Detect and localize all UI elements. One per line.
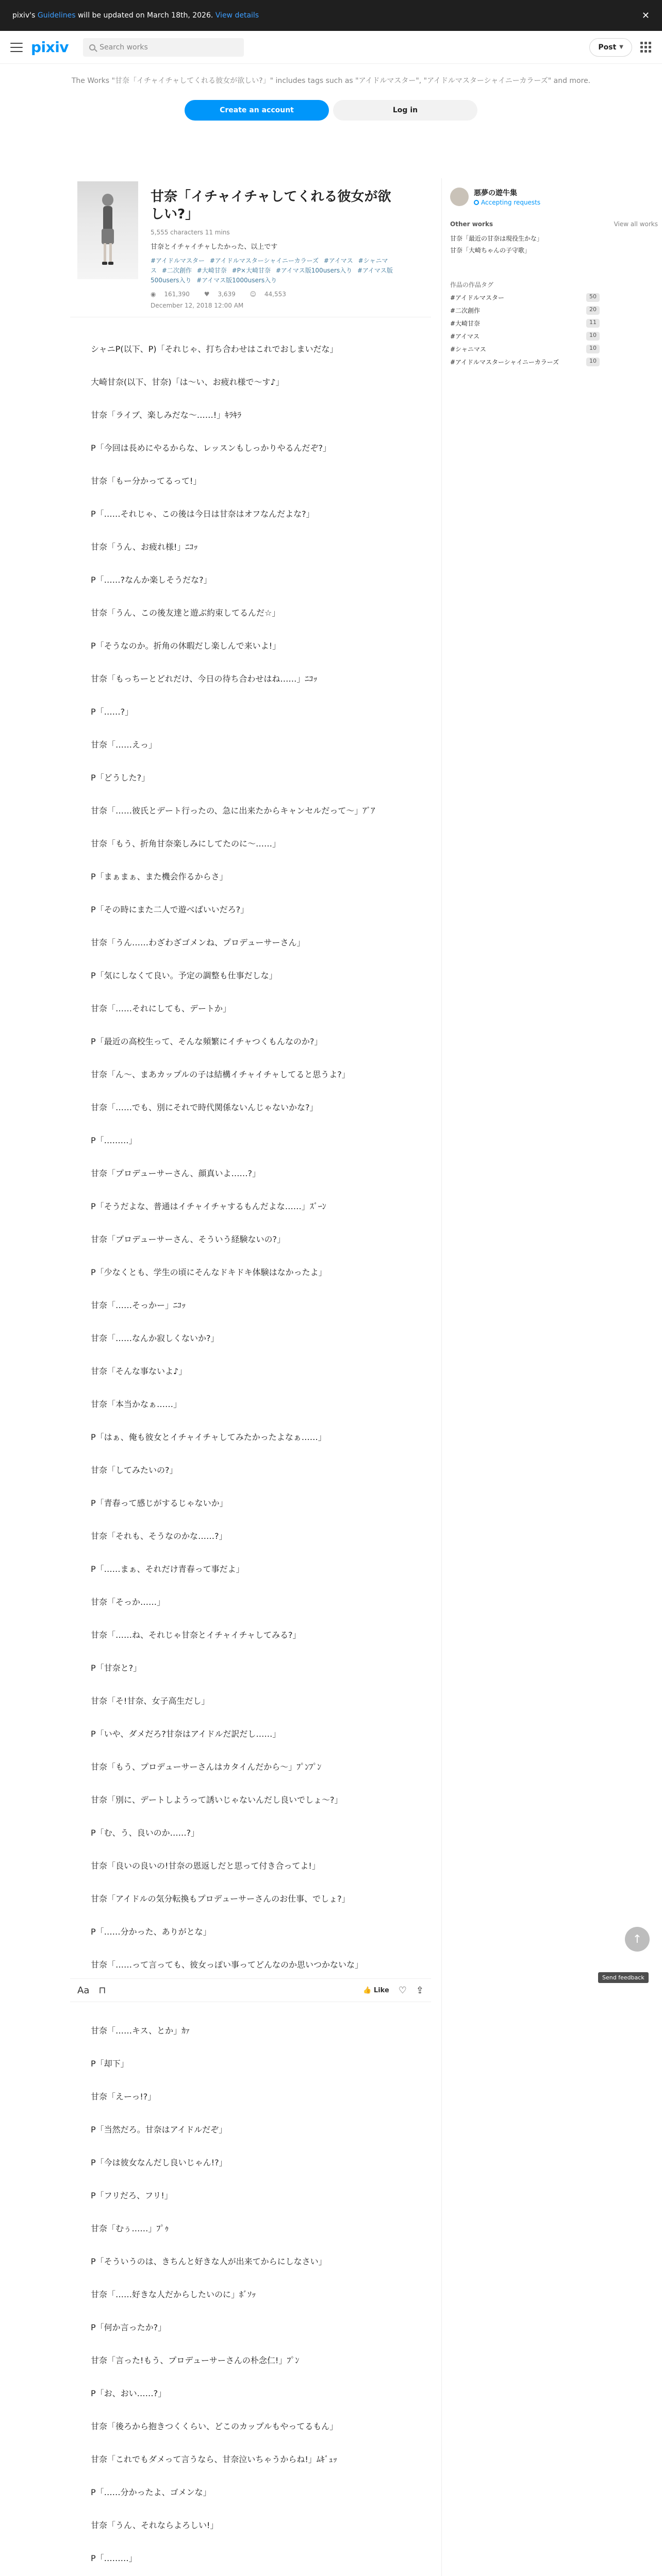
body-line: 甘奈「本当かなぁ……」 [91, 1399, 182, 1409]
body-line: P「今は彼女なんだし良いじゃん!?」 [91, 2158, 227, 2167]
font-size-icon[interactable]: Aa [77, 1985, 90, 1996]
novel-cover-image[interactable] [77, 181, 138, 279]
body-line: P「その時にまた二人で遊べばいいだろ?」 [91, 905, 249, 914]
tag-list [151, 256, 393, 286]
body-line: 甘奈「……好きな人だからしたいのに」ﾎﾞｿｯ [91, 2290, 256, 2299]
other-work-item[interactable]: 甘奈「大崎ちゃんの子守歌」 [450, 246, 531, 254]
request-label: Accepting requests [481, 199, 541, 206]
body-line: P「はぁ、俺も彼女とイチャイチャしてみたかったよなぁ……」 [91, 1432, 326, 1442]
eye-icon: ◉ [151, 291, 156, 298]
body-line: P「……?」 [91, 707, 134, 717]
tag-link[interactable]: #アイマス版100users入り [275, 266, 353, 274]
body-line: P「……?なんか楽しそうだな?」 [91, 575, 212, 585]
hamburger-menu-icon[interactable] [10, 43, 23, 52]
body-line: 甘奈「そんな事ないよ♪」 [91, 1366, 187, 1376]
popular-tag-name[interactable]: #二次創作 [450, 307, 481, 314]
body-line: 甘奈「……えっ」 [91, 740, 157, 750]
body-line: P「そうなのか。折角の休暇だし楽しんで来いよ!」 [91, 641, 281, 651]
tag-link[interactable]: #P×大崎甘奈 [231, 266, 271, 274]
body-line: P「……分かったよ、ゴメンな」 [91, 2487, 211, 2497]
body-line: P「今回は長めにやるからな、レッスンもしっかりやるんだぞ?」 [91, 443, 331, 453]
body-line: 甘奈「……彼氏とデート行ったの、急に出来たからキャンセルだって～」ｱﾞｱ [91, 806, 375, 816]
tag-link[interactable]: #アイマス [323, 257, 353, 264]
body-line: P「甘奈と?」 [91, 1663, 142, 1673]
cover-figure-illustration [97, 192, 119, 269]
body-line: シャニP(以下、P)「それじゃ、打ち合わせはこれでおしまいだな」 [91, 344, 338, 354]
body-line: 甘奈「これでもダメって言うなら、甘奈泣いちゃうからね!」ﾑｷﾞｭｯ [91, 2454, 337, 2464]
body-line: 甘奈「……それにしても、デートか」 [91, 1004, 231, 1013]
body-line: 甘奈「……ね、それじゃ甘奈とイチャイチャしてみる?」 [91, 1630, 301, 1640]
body-line: 甘奈「プロデューサーさん、顔真いよ……?」 [91, 1168, 260, 1178]
body-line: P「……それじゃ、この後は今日は甘奈はオフなんだよな?」 [91, 509, 315, 519]
body-line: 甘奈「……でも、別にそれで時代関係ないんじゃないかな?」 [91, 1103, 318, 1112]
avatar[interactable] [450, 188, 469, 206]
popular-tag-row[interactable] [450, 306, 600, 315]
body-line: 甘奈「もう、折角甘奈楽しみにしてたのに～……」 [91, 839, 281, 849]
like-label: Like [373, 1986, 389, 1994]
body-line: P「気にしなくて良い。予定の調整も仕事だしな」 [91, 971, 277, 980]
grid-apps-icon[interactable] [640, 42, 652, 53]
body-line: 甘奈「……なんか寂しくないか?」 [91, 1333, 219, 1343]
body-line: P「青春って感じがするじゃないか」 [91, 1498, 228, 1508]
like-button[interactable] [363, 1987, 389, 1994]
like-icon: 👍 [363, 1986, 372, 1994]
popular-tags-title: 作品の作品タグ [450, 281, 494, 289]
arrow-up-icon[interactable]: ↑ [625, 1927, 650, 1952]
body-line: P「当然だろ。甘奈はアイドルだぞ」 [91, 2125, 227, 2134]
sidebar [441, 178, 662, 2576]
body-line: P「何か言ったか?」 [91, 2323, 167, 2332]
request-status [474, 199, 540, 206]
tag-link[interactable]: #アイマス版500users入り [151, 266, 393, 284]
popular-tag-count: 50 [586, 293, 600, 302]
body-line: P「そういうのは、きちんと好きな人が出来てからにしなさい」 [91, 2257, 327, 2266]
guidelines-link[interactable]: Guidelines [37, 11, 76, 20]
reader-toolbar [70, 1978, 431, 2002]
search-input[interactable] [83, 38, 244, 57]
body-line: P「少なくとも、学生の頃にそんなドキドキ体験はなかったよ」 [91, 1267, 327, 1277]
body-line: 甘奈「そっか……」 [91, 1597, 166, 1607]
publish-date: December 12, 2018 12:00 AM [151, 302, 244, 310]
send-feedback-button[interactable]: Send feedback [598, 1972, 649, 1983]
other-work-item[interactable]: 甘奈「最近の甘奈は現役生かな」 [450, 235, 543, 242]
popular-tag-count: 10 [586, 358, 600, 366]
body-line: 甘奈「もー分かってるって!」 [91, 476, 202, 486]
body-line: P「どうした?」 [91, 773, 150, 783]
login-button[interactable]: Log in [333, 100, 477, 121]
popular-tag-name[interactable]: #アイドルマスター [450, 294, 504, 301]
body-line: 甘奈「後ろから抱きつくくらい、どこのカップルもやってるもん」 [91, 2421, 338, 2431]
body-line: P「フリだろ、フリ!」 [91, 2191, 173, 2200]
body-line: 甘奈「別に、デートしようって誘いじゃないんだし良いでしょ～?」 [91, 1795, 343, 1805]
body-line: 甘奈「うん、この後友達と遊ぶ約束してるんだ☆」 [91, 608, 280, 618]
views-count [151, 291, 196, 298]
view-all-link[interactable]: View all works [614, 221, 658, 228]
tag-link[interactable]: #アイドルマスターシャイニーカラーズ [209, 257, 319, 264]
body-line: 甘奈「うん、それならよろしい!」 [91, 2520, 219, 2530]
close-icon[interactable]: ✕ [641, 10, 650, 21]
popular-tag-count: 20 [586, 306, 600, 315]
notice-message [12, 11, 642, 20]
body-line: 大崎甘奈(以下、甘奈)「は～い、お疲れ様で～す♪」 [91, 377, 284, 387]
body-line: 甘奈「……そっかー」ﾆｺｯ [91, 1300, 186, 1310]
search-icon [89, 44, 95, 50]
tag-link[interactable]: #アイドルマスター [151, 257, 205, 264]
body-line: 甘奈「……キス、とか」ｶｧ [91, 2026, 190, 2036]
heart-icon: ♥ [204, 291, 210, 298]
body-line: 甘奈「良いの良いの!甘奈の恩返しだと思って付き合ってよ!」 [91, 1861, 320, 1871]
popular-tag-row[interactable] [450, 293, 600, 302]
popular-tag-row[interactable] [450, 345, 600, 353]
tag-link[interactable]: #大崎甘奈 [196, 266, 227, 274]
body-line: P「……まぁ、それだけ青春って事だよ」 [91, 1564, 244, 1574]
body-line: 甘奈「そ!甘奈、女子高生だし」 [91, 1696, 210, 1706]
bookmarks-value: 44,553 [264, 291, 286, 298]
pixiv-logo[interactable]: pixiv [31, 39, 69, 56]
body-line: 甘奈「もう、プロデューサーさんはカタイんだから～」ﾌﾟﾝﾌﾟﾝ [91, 1762, 322, 1772]
author-card[interactable] [450, 188, 662, 206]
other-works-header [450, 221, 662, 228]
body-line: 甘奈「えーっ!?」 [91, 2092, 156, 2102]
body-line: 甘奈「……って言っても、彼女っぽい事ってどんなのか思いつかないな」 [91, 1960, 363, 1970]
work-stats [151, 291, 393, 298]
popular-tag-row[interactable] [450, 358, 600, 366]
body-line: 甘奈「それも、そうなのかな……?」 [91, 1531, 227, 1541]
request-icon [474, 200, 479, 205]
body-line: P「却下」 [91, 2059, 129, 2069]
body-line: P「最近の高校生って、そんな頻繁にイチャつくもんなのか?」 [91, 1037, 323, 1046]
likes-value: 3,639 [218, 291, 236, 298]
signup-description: The Works "甘奈「イチャイチャしてくれる彼女が欲しい?」" includes tags such as "アイドルマスター", "アイドルマスターシャイニーカラーズ" and more. [71, 77, 591, 85]
popular-tag-name[interactable]: #アイマス [450, 332, 479, 340]
other-works-title: Other works [450, 221, 493, 228]
popular-tag-name[interactable]: #大崎甘奈 [450, 319, 481, 327]
popular-tag-row[interactable] [450, 319, 600, 328]
body-line: P「そうだよな、普通はイチャイチャするもんだよな……」ｽﾞｰﾝ [91, 1201, 326, 1211]
popular-tag-row[interactable] [450, 332, 600, 341]
smile-icon: ☺ [250, 291, 257, 298]
views-value: 161,390 [164, 291, 190, 298]
site-header [0, 31, 662, 64]
notice-middle: will be updated on March 18th, 2026. [75, 11, 216, 20]
bookmarks-count [250, 291, 292, 298]
body-line: P「………」 [91, 1136, 137, 1145]
novel-body [70, 317, 431, 2576]
body-line: 甘奈「むぅ……」ﾌﾟｩ [91, 2224, 169, 2233]
notice-banner [0, 0, 662, 31]
body-line: 甘奈「うん、お疲れ様!」ﾆｺｯ [91, 542, 198, 552]
work-card [70, 178, 431, 317]
body-line: 甘奈「うん……わざわざゴメンね、プロデューサーさん」 [91, 938, 305, 947]
tag-link[interactable]: #二次創作 [161, 266, 192, 274]
notice-prefix: pixiv's [12, 11, 38, 20]
body-line: P「まぁまぁ、また機会作るからさ」 [91, 872, 228, 882]
body-line: 甘奈「ライブ、楽しみだな～……!」ｷﾗｷﾗ [91, 410, 242, 420]
popular-tag-count: 10 [586, 345, 600, 353]
work-meta: 5,555 characters 11 mins [151, 228, 230, 236]
author-name[interactable]: 悪夢の遊牛集 [474, 189, 517, 197]
body-line: 甘奈「言った!もう、プロデューサーさんの朴念仁!」ﾌﾟﾝ [91, 2355, 300, 2365]
tag-link[interactable]: #アイマス版1000users入り [196, 276, 277, 284]
body-line: P「お、おい……?」 [91, 2388, 167, 2398]
body-line: P「………」 [91, 2553, 137, 2563]
popular-tag-count: 10 [586, 332, 600, 341]
body-line: P「いや、ダメだろ?甘奈はアイドルだ訳だし……」 [91, 1729, 281, 1739]
body-line: 甘奈「もっちーとどれだけ、今日の待ち合わせはね……」ﾆｺｯ [91, 674, 318, 684]
work-caption: 甘奈とイチャイチャしたかった、以上です [151, 243, 278, 251]
signup-section [0, 64, 662, 178]
chevron-down-icon: ▼ [619, 44, 623, 50]
popular-tag-count: 11 [586, 319, 600, 328]
heart-icon[interactable]: ♡ [398, 1985, 407, 1996]
body-line: 甘奈「アイドルの気分転換もプロデューサーさんのお仕事、でしょ?」 [91, 1894, 350, 1904]
likes-count [204, 291, 242, 298]
post-button[interactable] [589, 38, 632, 57]
body-line: 甘奈「してみたいの?」 [91, 1465, 178, 1475]
create-account-button[interactable]: Create an account [185, 100, 329, 121]
body-line: P「……分かった、ありがとな」 [91, 1927, 211, 1937]
post-label: Post [598, 43, 617, 52]
bookmark-icon[interactable]: ⊓ [98, 1985, 106, 1996]
search-placeholder: Search works [100, 43, 148, 52]
novel-main [70, 178, 431, 2576]
body-line: P「む、う、良いのか……?」 [91, 1828, 200, 1838]
popular-tag-name[interactable]: #シャニマス [450, 345, 486, 353]
tag-link[interactable]: #シャニマス [151, 257, 388, 274]
body-line: 甘奈「プロデューサーさん、そういう経験ないの?」 [91, 1234, 285, 1244]
popular-tag-name[interactable]: #アイドルマスターシャイニーカラーズ [450, 358, 559, 366]
body-line: 甘奈「ん～、まあカップルの子は結構イチャイチャしてると思うよ?」 [91, 1070, 350, 1079]
other-works-list [450, 233, 662, 257]
share-icon[interactable]: ⇪ [416, 1985, 424, 1996]
view-details-link[interactable]: View details [215, 11, 259, 20]
work-title: 甘奈「イチャイチャしてくれる彼女が欲しい?」 [151, 189, 391, 222]
